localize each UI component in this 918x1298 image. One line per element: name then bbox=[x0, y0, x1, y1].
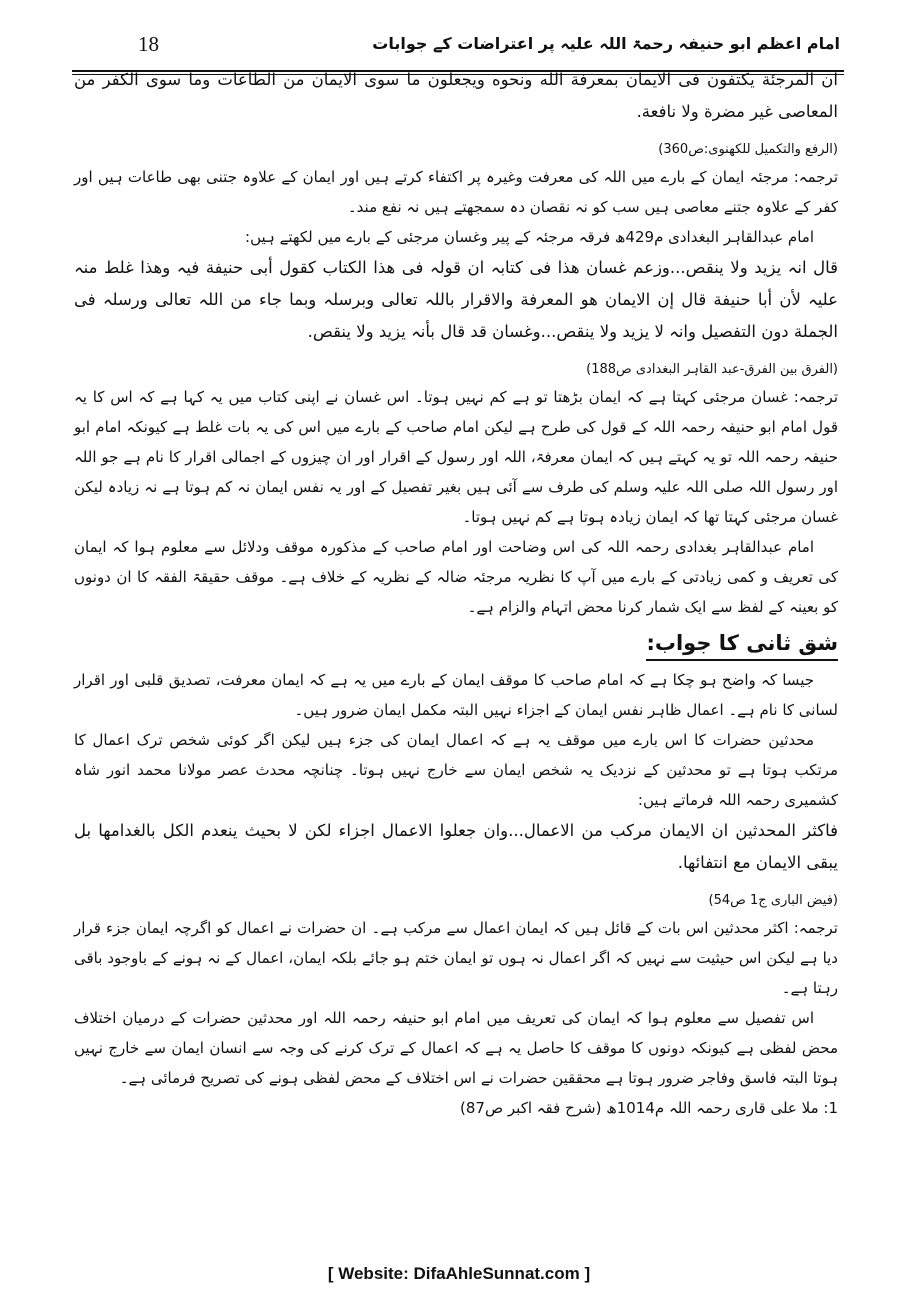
website-footer: [ Website: DifaAhleSunnat.com ] bbox=[327, 1264, 591, 1283]
translation-2: ترجمہ: غسان مرجئی کہتا ہے کہ ایمان بڑھتا تو ہے کم نہیں ہوتا۔ اس غسان نے اپنی کتاب میں یہ کہا ہے کہ اس کا یہ قول امام ابو حنیفہ رحمہ اللہ کے قول کی طرح ہے لیکن امام صاحب کے بارے میں اس کی یہ بات غلط ہے کیونکہ امام ابو حنیفہ رحمہ اللہ تو یہ کہتے ہیں کہ ایمان معرفۃ، اللہ اور رسول کے اقرار اور ان چیزوں کے اجمالی اقرار کا نام ہے جو اللہ اور رسول اللہ صلی اللہ علیہ وسلم کی طرف سے آئی ہیں بغیر تفصیل کے اور یہ نفس ایمان نہ کم ہوتا ہے نہ زیادہ لیکن غسان مرجئی کہتا تھا کہ ایمان زیادہ ہوتا ہے کم نہیں ہوتا۔ bbox=[74, 388, 838, 526]
reference-3: (فیض الباری ج1 ص54) bbox=[708, 893, 838, 908]
footnote-1: 1: ملا علی قاری رحمہ اللہ م1014ھ (شرح فقہ اکبر ص87) bbox=[460, 1099, 838, 1117]
arabic-quote-2: قال انہ یزید ولا ینقص...وزعم غسان ھذا فی کتابہ ان قولہ فی ھذا الکتاب کقول أبی حنیفة فیہ وھذا غلط منہ علیہ لأن أبا حنیفة قال إن الایمان ھو المعرفة والاقرار باللہ تعالی وبرسلہ وبما جاء من اللہ تعالی ورسلہ فی الجملة دون التفصیل وانہ لا یزید ولا ینقص...وغسان قد قال بأنہ یزید ولا ینقص. bbox=[74, 258, 838, 341]
paragraph-5: محدثین حضرات کا اس بارے میں موقف یہ ہے کہ اعمال ایمان کی جزء ہیں لیکن اگر کوئی شخص ترک اعمال کا مرتکب ہوتا ہے تو محدثین کے نزدیک یہ شخص ایمان سے خارج نہیں ہوتا۔ چنانچہ محدث عصر مولانا محمد انور شاہ کشمیری رحمہ اللہ فرماتے ہیں: bbox=[74, 731, 838, 809]
translation-3: ترجمہ: اکثر محدثین اس بات کے قائل ہیں کہ ایمان اعمال سے مرکب ہے۔ ان حضرات نے اعمال کو اگرچہ ایمان جزء قرار دیا ہے لیکن اس حیثیت سے نہیں کہ اگر اعمال نہ ہوں تو ایمان ختم ہو جائے بلکہ ایمان، اعمال کے نہ ہونے کے باوجود باقی رہتا ہے۔ bbox=[74, 919, 838, 997]
arabic-quote-1: ان المرجئة یکتفون فی الایمان بمعرفة الله ونحوه ویجعلون ما سوی الایمان من الطاعات وما سوی الکفر من المعاصی غیر مضرة ولا نافعة. bbox=[74, 70, 838, 121]
translation-1: ترجمہ: مرجئہ ایمان کے بارے میں اللہ کی معرفت وغیرہ پر اکتفاء کرتے ہیں اور ایمان کے علاوہ جتنی بھی طاعات ہیں اور کفر کے علاوہ جتنے معاصی ہیں سب کو نہ نقصان دہ سمجھتے ہیں نہ نفع مند۔ bbox=[74, 168, 838, 216]
arabic-quote-3: فاکثر المحدثین ان الایمان مرکب من الاعمال...وان جعلوا الاعمال اجزاء لکن لا بحیث ینعدم الکل بالغدامھا بل یبقی الایمان مع انتفائھا. bbox=[74, 821, 838, 872]
section-heading: شق ثانی کا جواب: bbox=[646, 628, 838, 661]
page-header bbox=[0, 30, 918, 64]
page-body bbox=[74, 64, 838, 1123]
paragraph-4: جیسا کہ واضح ہو چکا ہے کہ امام صاحب کا موقف ایمان کے بارے میں یہ ہے کہ ایمان معرفت، تصدیق قلبی اور اقرار لسانی کا نام ہے۔ اعمال ظاہر نفس ایمان کے اجزاء نہیں البتہ مکمل ایمان ضرور ہیں۔ bbox=[74, 671, 838, 719]
paragraph-3: امام عبدالقاہر بغدادی رحمہ اللہ کی اس وضاحت اور امام صاحب کے مذکورہ موقف ودلائل سے معلوم ہوا کہ ایمان کی تعریف و کمی زیادتی کے بارے میں آپ کا نظریہ مرجئہ ضالہ کے نظریہ کے خلاف ہے۔ موقف حقیقۃ الفقہ کا ان دونوں کو بعینہ کے لفظ سے ایک شمار کرنا محض اتہام والزام ہے۔ bbox=[74, 538, 838, 616]
intro-paragraph-2: امام عبدالقاہر البغدادی م429ھ فرقہ مرجئہ کے پیر وغسان مرجئی کے بارے میں لکھتے ہیں: bbox=[245, 228, 814, 246]
page-number: 18 bbox=[138, 32, 159, 56]
reference-1: (الرفع والتکمیل للکھنوی:ص360) bbox=[658, 142, 838, 157]
reference-2: (الفرق بین الفرق-عبد القاہر البغدادی ص188) bbox=[586, 362, 838, 377]
paragraph-6: اس تفصیل سے معلوم ہوا کہ ایمان کی تعریف میں امام ابو حنیفہ رحمہ اللہ اور محدثین حضرات کے درمیان اختلاف محض لفظی ہے کیونکہ دونوں کا موقف کا حاصل یہ ہے کہ اعمال کے ترک کرنے کی وجہ سے انسان ایمان سے خارج نہیں ہوتا البتہ فاسق وفاجر ضرور ہوتا ہے محققین حضرات نے اس اختلاف کے محض لفظی ہونے کی تصریح فرمائی ہے۔ bbox=[74, 1009, 838, 1087]
running-title: امام اعظم ابو حنیفہ رحمۃ اللہ علیہ پر اعتراضات کے جوابات bbox=[372, 34, 840, 53]
